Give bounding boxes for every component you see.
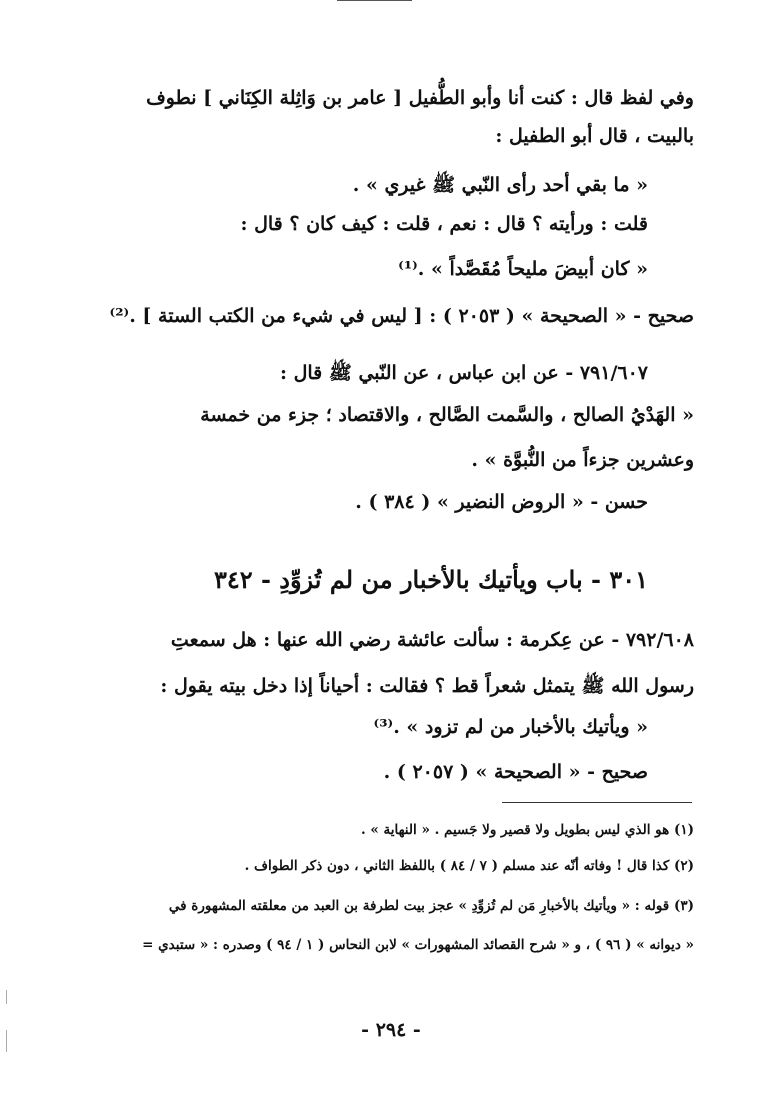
footnote: « ديوانه » ( ٩٦ ) ، و « شرح القصائد المشهورات » لابن النحاس ( ١ / ٩٤ ) وصدره : « ستبدي =	[142, 937, 694, 953]
hadith-quote: « ويأتيك بالأخبار من لم تزود » .⁽³⁾	[373, 716, 648, 738]
hadith-quote: « الهَدْيُ الصالح ، والسَّمت الصَّالح ، والاقتصاد ؛ جزء من خمسة	[200, 404, 694, 426]
grading-line: حسن - « الروض النضير » ( ٣٨٤ ) .	[355, 491, 648, 513]
page-number: - ٢٩٤ -	[361, 1019, 421, 1041]
footnote: (٣) قوله : « ويأتيك بالأخبارِ مَن لم تُزوِّدِ » عجز بيت لطرفة بن العبد من معلقته المشهورة في	[168, 898, 694, 914]
footnote: (٢) كذا قال ! وفاته أنّه عند مسلم ( ٧ / ٨٤ ) باللفظ الثاني ، دون ذكر الطواف .	[244, 858, 694, 874]
grading-line: صحيح - « الصحيحة » ( ٢٠٥٣ ) : [ ليس في شيء من الكتب الستة ] .⁽²⁾	[109, 305, 694, 327]
hadith-quote: « كان أبيضَ مليحاً مُقَصَّداً » .⁽¹⁾	[398, 258, 648, 280]
hadith-quote: « ما بقي أحد رأى النّبي ﷺ غيري » .	[352, 174, 648, 196]
hadith-number-line: ٧٩١/٦٠٧ - عن ابن عباس ، عن النّبي ﷺ قال :	[279, 362, 648, 384]
footnote-separator	[502, 802, 692, 803]
text-line: وعشرين جزءاً من النُّبوَّة » .	[471, 449, 694, 471]
margin-mark	[6, 990, 7, 1004]
footnote: (١) هو الذي ليس بطويل ولا قصير ولا جَسيم . « النهاية » .	[360, 822, 694, 838]
text-line: قلت : ورأيته ؟ قال : نعم ، قلت : كيف كان ؟ قال :	[240, 213, 648, 235]
text-line: رسول الله ﷺ يتمثل شعراً قط ؟ فقالت : أحياناً إذا دخل بيته يقول :	[160, 675, 694, 697]
hadith-number-line: ٧٩٢/٦٠٨ - عن عِكرمة : سألت عائشة رضي الله عنها : هل سمعتِ	[170, 629, 694, 651]
grading-line: صحيح - « الصحيحة » ( ٢٠٥٧ ) .	[383, 761, 648, 783]
chapter-heading: ٣٠١ - باب ويأتيك بالأخبار من لم تُزوِّدِ - ٣٤٢	[213, 565, 648, 594]
text-line: بالبيت ، قال أبو الطفيل :	[495, 125, 694, 147]
top-rule	[337, 0, 412, 1]
text-line: وفي لفظ قال : كنت أنا وأبو الطُّفيل [ عامر بن وَاثِلة الكِنَاني ] نطوف	[146, 87, 694, 109]
